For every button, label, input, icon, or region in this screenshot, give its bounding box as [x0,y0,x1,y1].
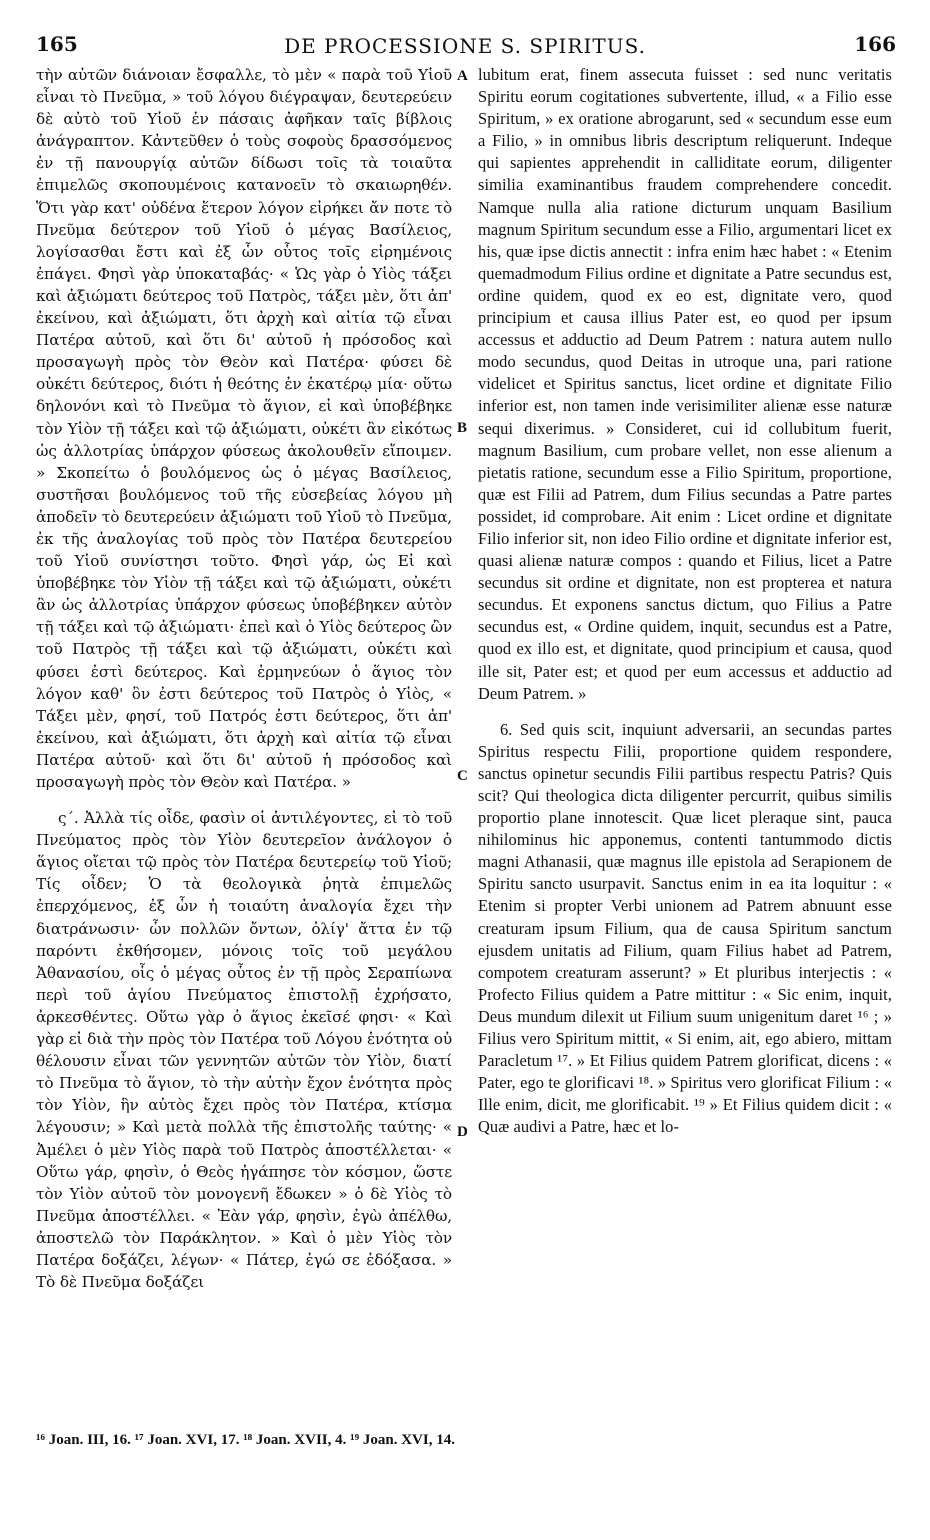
page-number-left: 165 [36,32,78,56]
page-number-right: 166 [854,32,896,56]
greek-column [36,64,452,1293]
footnotes: ¹⁶ Joan. III, 16. ¹⁷ Joan. XVI, 17. ¹⁸ Joan. XVII, 4. ¹⁹ Joan. XVI, 14. [36,1432,455,1448]
margin-letter-c: C [457,768,468,784]
margin-letter-a: A [457,68,468,84]
margin-letter-d: D [457,1124,468,1140]
latin-paragraph-1: lubitum erat, finem assecuta fuisset : sed nunc veritatis Spiritu eorum cogitationes subvertente, illud, « a Filio esse Spiritum, » ex oratione abrogarunt, sed « secundum esse eum a Filio, » in omnibus libris descriptum reliquerunt. Indeque qui sapientes apprehendit in calliditate eorum, diligenter similia examinantibus fraudem comprehendere concedit. Namque nulla alia ratione dicturum unquam Basilium magnum Spiritum secundum esse a Filio, argumentari licet ex his, quæ ipse dictis annectit : infra enim hæc habet : « Etenim quemadmodum Filius ordine et dignitate a Patre secundus est, ordine quidem, quod ex eo est, dignitate vero, quod principium et causa illius Pater est, eo quod per ipsum accessus et adductio ad Deum Patrem : natura autem nullo modo secundus, quod Deitas in utroque una, pari ratione videlicet et Spiritus sanctus, licet ordine et dignitate Filio inferior est, non tamen inde verisimiliter alienæ esse naturæ sequi dixerimus. » Consideret, cui id collubitum fuerit, magnum Basilium, cum probare vellet, non esse alienum a pietatis ratione, secundum esse a Filio Spiritum, proportione, quæ est Filii ad Patrem, dum Filius secundas a Patre partes possidet, id comprobare. Ait enim : Licet ordine et dignitate Filio inferior sit, non ideo Filio ordine et dignitate inferior est, quasi alienæ naturæ compos : quando et Filius, licet a Patre secundus sit ordine et dignitate, non est propterea et natura secundus. Et exponens sanctus dictum, quo Filius a Patre secundus est, « Ordine quidem, inquit, secundus est a Patre, quod ex illo est, et dignitate, quod principium et causa, quod ille sit, Pater est; et quod per eum accessus et adductio ad Deum Patrem. » [478,65,892,703]
greek-paragraph-2: ς΄. Ἀλλὰ τίς οἶδε, φασὶν οἱ ἀντιλέγοντες, εἰ τὸ τοῦ Πνεύματος πρὸς τὸν Υἱὸν δευτερεῖον ἀνάλογον ὁ ἅγιος οἴεται τῷ πρὸς τὸν Πατέρα δευτερείῳ τοῦ Υἱοῦ; Τίς οἶδεν; Ὁ τὰ θεολογικὰ ῥητὰ ἐπιμελῶς ἐπερχόμενος, ἐξ ὧν ἡ τοιαύτη ἀναλογία ἔχει τὴν διατράνωσιν· ὧν πολλῶν ὄντων, ὀλίγ' ἄττα ἐν τῷ παρόντι ἐκθήσομεν, μόνοις τοῖς τοῦ μεγάλου Ἀθανασίου, οἷς ὁ μέγας οὗτος ἐν τῇ πρὸς Σεραπίωνα περὶ τοῦ ἁγίου Πνεύματος ἐπιστολῇ ἐχρήσατο, ἀρκεσθέντες. Οὕτω γὰρ ὁ ἅγιος ἐκεῖσέ φησι· « Καὶ γὰρ εἰ διὰ τὴν πρὸς τὸν Πατέρα τοῦ Λόγου ἑνότητα οὐ θέλουσιν εἶναι τῶν γεννητῶν αὐτῶν τὸν Υἱὸν, διατί τὸ Πνεῦμα τὸ ἅγιον, τὸ τὴν αὐτὴν ἔχον ἑνότητα πρὸς τὸν Υἱὸν, ἣν αὐτὸς ἔχει πρὸς τὸν Πατέρα, κτίσμα λέγουσιν; » Καὶ μετὰ πολλὰ τῆς ἐπιστολῆς ταύτης· « Ἀμέλει ὁ μὲν Υἱὸς παρὰ τοῦ Πατρὸς ἀποστέλλεται· « Οὕτω γάρ, φησὶν, ὁ Θεὸς ἠγάπησε τὸν κόσμον, ὥστε τὸν Υἱὸν αὐτοῦ τὸν μονογενῆ ἔδωκεν » ὁ δὲ Υἱὸς τὸ Πνεῦμα ἀποστέλλει. « Ἐὰν γάρ, φησὶν, ἐγὼ ἀπέλθω, ἀποστελῶ τὸν Παράκλητον. » Καὶ ὁ μὲν Υἱὸς τὸν Πατέρα δοξάζει, λέγων· « Πάτερ, ἐγώ σε ἐδόξασα. » Τὸ δὲ Πνεῦμα δοξάζει [36,809,452,1292]
greek-paragraph-1: τὴν αὐτῶν διάνοιαν ἔσφαλλε, τὸ μὲν « παρὰ τοῦ Υἱοῦ εἶναι τὸ Πνεῦμα, » τοῦ λόγου διέγραψαν, δευτερεύειν δὲ αὐτὸ τοῦ Υἱοῦ ἐν πάσαις ἀφῆκαν ταῖς βίβλοις ἀνάγραπτον. Κἀντεῦθεν ὁ τοὺς σοφοὺς δρασσόμενος ἐν τῇ πανουργίᾳ αὐτῶν δίδωσι τοῖς τὰ τοιαῦτα ἐπιμελῶς σκοπουμένοις κατανοεῖν τὸ σκαιωρηθέν. Ὅτι γὰρ κατ' οὐδένα ἕτερον λόγον εἰρήκει ἄν ποτε τὸ Πνεῦμα δεύτερον τοῦ Υἱοῦ ὁ μέγας Βασίλειος, λογίσασθαι ἔστι καὶ ἐξ ὧν οὗτος τοῖς εἰρημένοις ἐπάγει. Φησὶ γὰρ ὑποκαταβάς· « Ὡς γὰρ ὁ Υἱὸς τάξει καὶ ἀξιώματι δεύτερος τοῦ Πατρὸς, τάξει μὲν, ὅτι ἀπ' ἐκείνου, καὶ ἀξιώματι, ὅτι ἀρχὴ καὶ αἰτία τῷ εἶναι Πατέρα αὐτοῦ, καὶ ὅτι δι' αὐτοῦ ἡ πρόσοδος καὶ προσαγωγὴ πρὸς τὸν Θεὸν καὶ Πατέρα· φύσει δὲ οὐκέτι δεύτερος, διότι ἡ θεότης ἐν ἑκατέρῳ μία· οὕτω δηλονόνι καὶ τὸ Πνεῦμα τὸ ἅγιον, εἰ καὶ ὑποβέβηκε τὸν Υἱὸν τῇ τάξει καὶ τῷ ἀξιώματι, οὐκέτι ἂν εἰκότως ὡς ἀλλοτρίας ὑπάρχον φύσεως ἀκολουθεῖν εἴποιμεν. » Σκοπείτω ὁ βουλόμενος ὡς ὁ μέγας Βασίλειος, συστῆσαι βουλόμενος τοῦ τῆς εὐσεβείας λόγου μὴ ἀποδεῖν τὸ δευτερεύειν ἀξιώματι τοῦ Υἱοῦ τὸ Πνεῦμα, ἐκ τῆς ἀναλογίας τοῦ πρὸς τὸν Πατέρα δευτερείου τοῦ Υἱοῦ συνίστησι τοῦτο. Φησὶ γάρ, ὡς Εἰ καὶ ὑποβέβηκε τὸν Υἱὸν τῇ τάξει καὶ τῷ ἀξιώματι, οὐκέτι ἂν ὡς ἀλλοτρίας ὑπάρχον φύσεως ὑποβέβηκεν αὐτὸν τῇ τάξει καὶ τῷ ἀξιώματι· ἐπεὶ καὶ ὁ Υἱὸς δεύτερος ὢν τοῦ Πατρὸς τῇ τάξει καὶ τῷ ἀξιώματι, οὐκέτι καὶ φύσει ἐστὶ δεύτερος. Καὶ ἑρμηνεύων ὁ ἅγιος τὸν λόγον καθ' ὃν ἐστι δεύτερος τοῦ Πατρὸς ὁ Υἱὸς, « Τάξει μὲν, φησί, τοῦ Πατρός ἐστι δεύτερος, ὅτι ἀπ' ἐκείνου, καὶ ἀξιώματι, ὅτι ἀρχὴ καὶ αἰτία τῷ εἶναι Πατέρα αὐτοῦ· καὶ ὅτι δι' αὐτοῦ ἡ πρόσοδος καὶ προσαγωγὴ πρὸς τὸν Θεὸν καὶ Πατέρα. » [36,66,452,791]
page-header [32,32,898,62]
latin-column [478,64,892,1139]
latin-paragraph-2: 6. Sed quis scit, inquiunt adversarii, an secundas partes Spiritus respectu Filii, proportione quidem respondere, sanctus opinetur secundis Filii partibus respectu Patris? Quis scit? Qui theologica dicta diligenter percurrit, quibus similis proportio plane innotescit. Quæ licet pleraque sint, pauca nihilominus hic apponemus, contenti tantummodo dictis magni Athanasii, quæ magnus ille epistola ad Serapionem de Spiritu sancto usurpavit. Sanctus enim in ea ita loquitur : « Etenim si propter Verbi unionem ad Patrem abnuunt esse creaturam ipsum Filium, qua de causa Spiritum sanctum ejusdem unitatis ad Filium, quam Filius habet ad Patrem, compotem creaturam asserunt? » Et pluribus interjectis : « Profecto Filius quidem a Patre mittitur : « Sic enim, inquit, Deus mundum dilexit ut Filium suum unigenitum daret ¹⁶ ; » Filius vero Spiritum mittit, « Si enim, ait, ego abiero, mittam Paracletum ¹⁷. » Et Filius quidem Patrem glorificat, dicens : « Pater, ego te glorificavi ¹⁸. » Spiritus vero glorificat Filium : « Ille enim, dicit, me glorificabit. ¹⁹ » Et Filius quidem dicit : « Quæ audivi a Patre, hæc et lo- [478,719,892,1137]
margin-letter-b: B [457,420,468,436]
running-title: DE PROCESSIONE S. SPIRITUS. [284,34,646,58]
